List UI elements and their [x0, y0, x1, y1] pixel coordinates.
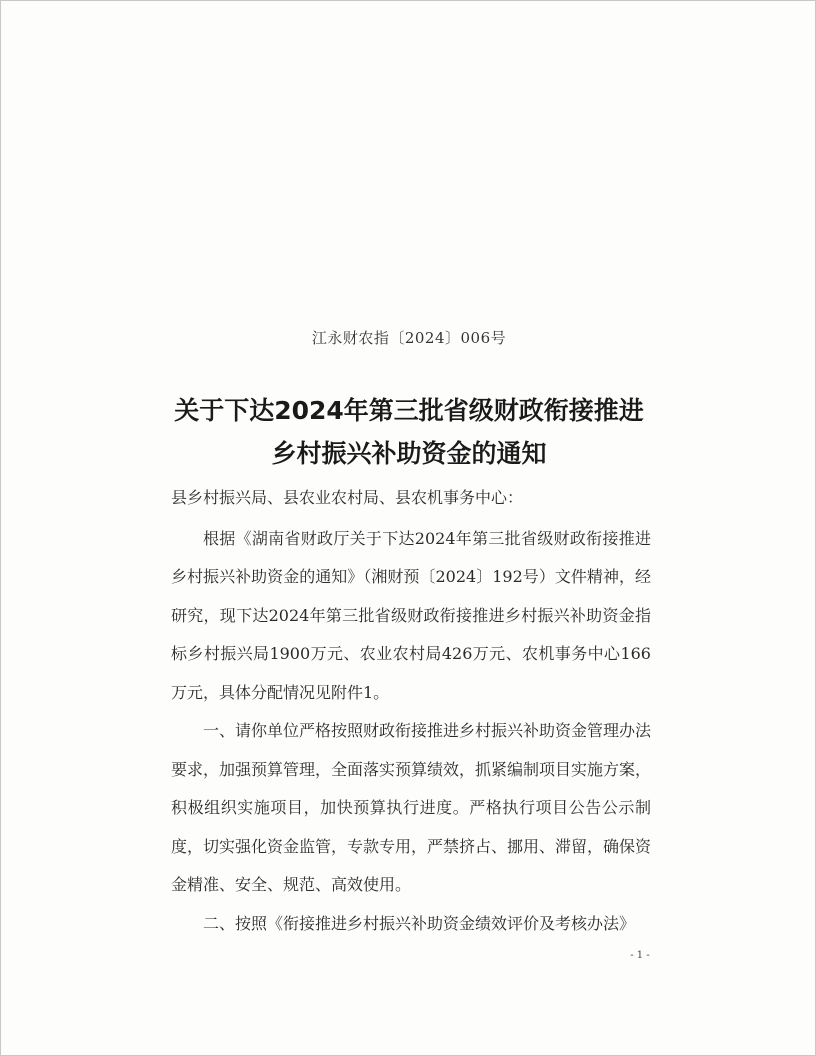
title-line-1: 关于下达2024年第三批省级财政衔接推进	[174, 396, 644, 425]
page-number: - 1 -	[630, 950, 650, 961]
paragraph-intro: 根据《湖南省财政厅关于下达2024年第三批省级财政衔接推进乡村振兴补助资金的通知》（湘财预〔2024〕192号）文件精神，经研究，现下达2024年第三批省级财政衔接推进乡村振兴补助资金指标乡村振兴局1900万元、农业农村局426万元、农机事务中心166万元，具体分配情况见附件1。	[171, 528, 651, 702]
document-number: 江永财农指〔2024〕006号	[311, 329, 507, 347]
document-title	[101, 389, 717, 475]
title-line-2: 乡村振兴补助资金的通知	[271, 439, 547, 468]
paragraph-item-2: 二、按照《衔接推进乡村振兴补助资金绩效评价及考核办法》	[203, 913, 636, 933]
paragraph-item-1: 一、请你单位严格按照财政衔接推进乡村振兴补助资金管理办法要求，加强预算管理，全面落实预算绩效，抓紧编制项目实施方案，积极组织实施项目，加快预算执行进度。严格执行项目公告公示制度，切实强化资金监管，专款专用，严禁挤占、挪用、滞留，确保资金精准、安全、规范、高效使用。	[171, 721, 652, 894]
document-body	[171, 479, 651, 943]
addressee: 县乡村振兴局、县农业农村局、县农机事务中心：	[171, 488, 524, 507]
